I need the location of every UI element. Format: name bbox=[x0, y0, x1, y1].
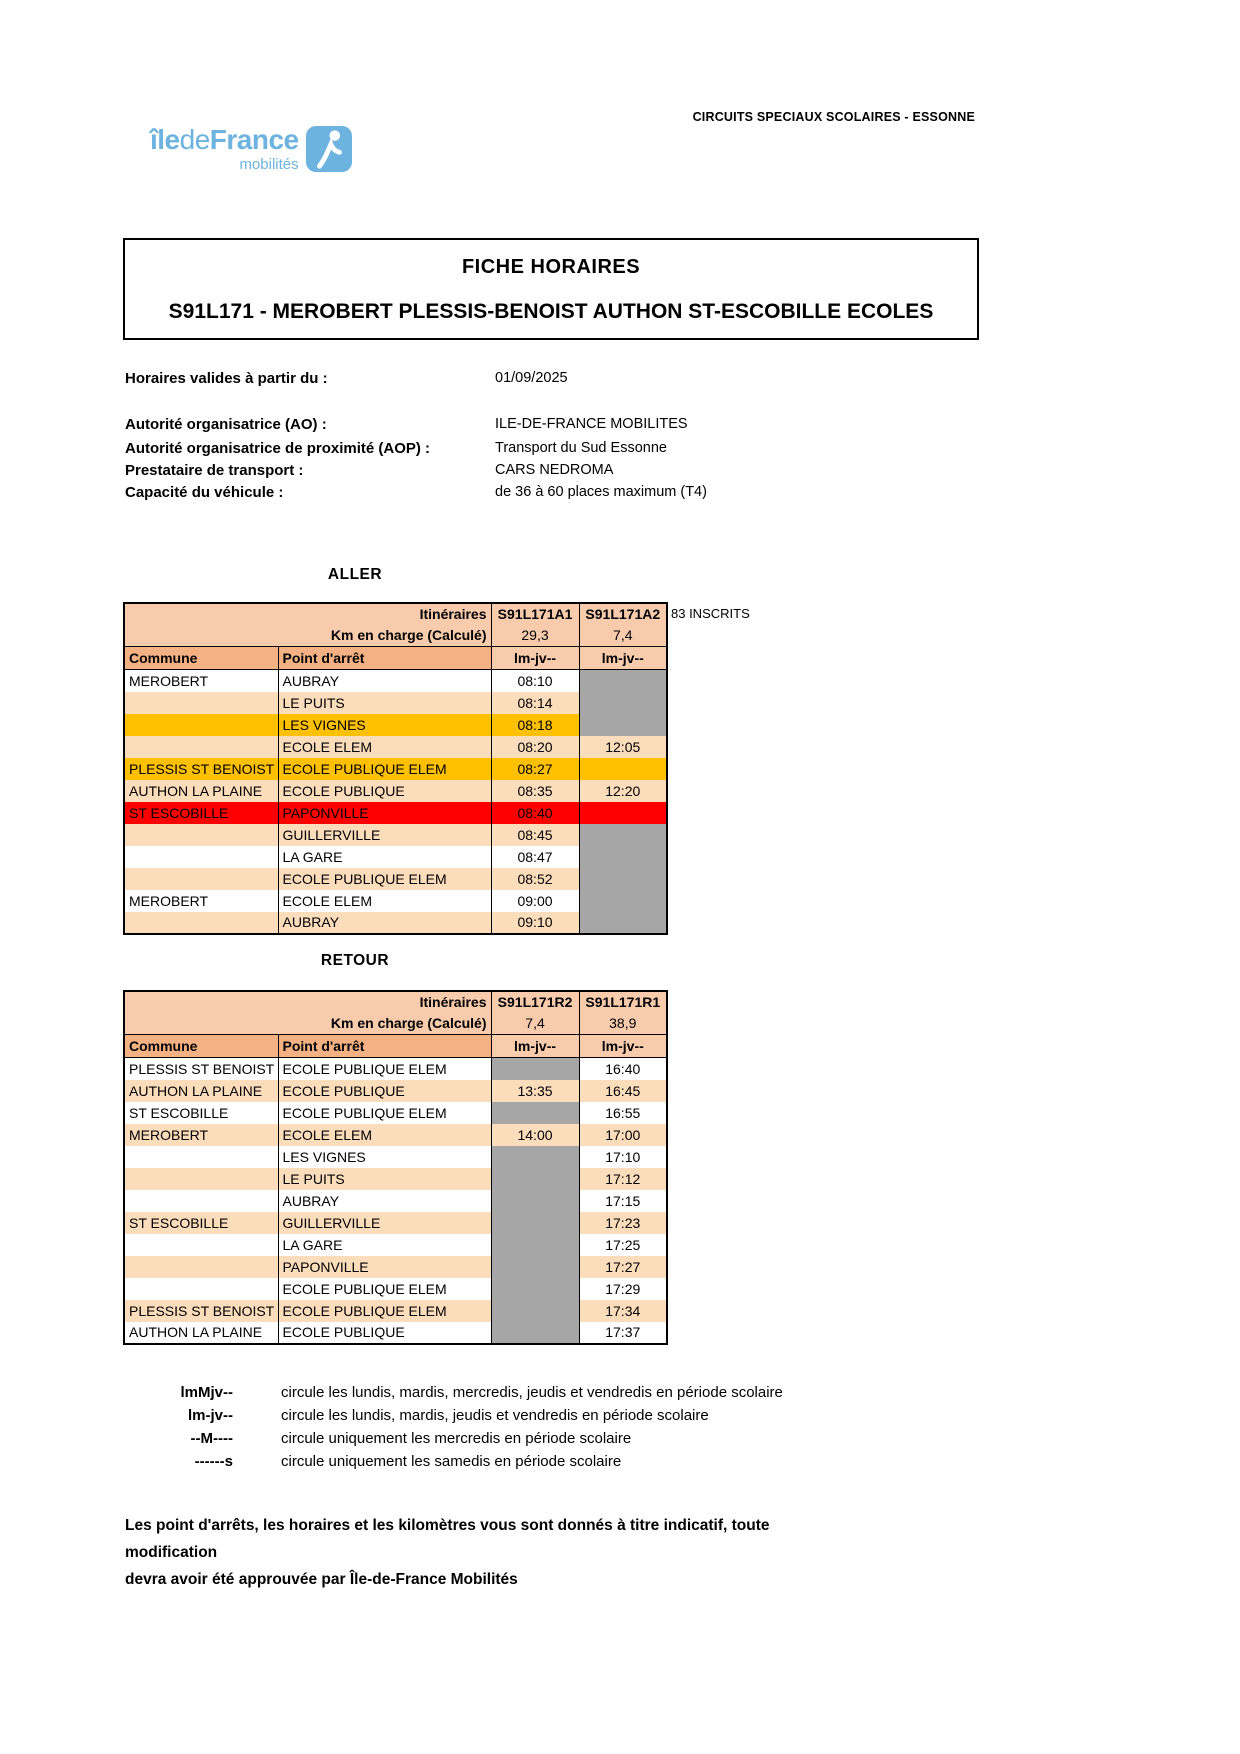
info-label: Autorité organisatrice (AO) : bbox=[125, 416, 327, 433]
time-cell bbox=[579, 824, 667, 846]
table-row bbox=[124, 1080, 667, 1102]
commune-cell bbox=[124, 1278, 278, 1300]
legend-key: --M---- bbox=[190, 1430, 233, 1447]
time-cell: 16:45 bbox=[579, 1080, 667, 1102]
info-value: de 36 à 60 places maximum (T4) bbox=[495, 484, 707, 500]
time-cell: 08:35 bbox=[491, 780, 579, 802]
time-cell: 08:47 bbox=[491, 846, 579, 868]
info-row bbox=[125, 370, 568, 390]
table-row bbox=[124, 670, 667, 692]
stop-header: Point d'arrêt bbox=[278, 1035, 491, 1058]
legend-desc: circule uniquement les samedis en période scolaire bbox=[281, 1453, 622, 1470]
time-cell: 12:20 bbox=[579, 780, 667, 802]
title-box bbox=[123, 238, 979, 340]
retour-table-body bbox=[124, 1058, 667, 1344]
commune-header: Commune bbox=[124, 1035, 278, 1058]
commune-cell bbox=[124, 1190, 278, 1212]
table-row bbox=[124, 1300, 667, 1322]
commune-cell: ST ESCOBILLE bbox=[124, 1212, 278, 1234]
commune-cell: PLESSIS ST BENOIST bbox=[124, 758, 278, 780]
legend-desc: circule uniquement les mercredis en période scolaire bbox=[281, 1430, 632, 1447]
route-id: S91L171R1 bbox=[585, 994, 661, 1010]
table-row bbox=[124, 1190, 667, 1212]
idfm-logo bbox=[150, 126, 352, 172]
route-id: S91L171A1 bbox=[497, 606, 573, 622]
table-row bbox=[124, 1058, 667, 1080]
stop-cell: ECOLE PUBLIQUE ELEM bbox=[278, 1300, 491, 1322]
route-km: 29,3 bbox=[521, 627, 549, 643]
itineraires-label: Itinéraires bbox=[419, 994, 487, 1010]
commune-cell bbox=[124, 1256, 278, 1278]
table-row bbox=[124, 780, 667, 802]
time-cell bbox=[491, 1190, 579, 1212]
table-row bbox=[124, 1322, 667, 1344]
info-row bbox=[125, 484, 707, 504]
time-cell bbox=[491, 1146, 579, 1168]
commune-cell bbox=[124, 1168, 278, 1190]
stop-cell: AUBRAY bbox=[278, 1190, 491, 1212]
time-cell: 08:27 bbox=[491, 758, 579, 780]
time-cell bbox=[579, 868, 667, 890]
route-header bbox=[579, 603, 667, 647]
time-cell: 17:27 bbox=[579, 1256, 667, 1278]
time-cell bbox=[491, 1168, 579, 1190]
commune-cell bbox=[124, 868, 278, 890]
time-cell: 17:34 bbox=[579, 1300, 667, 1322]
time-cell: 17:12 bbox=[579, 1168, 667, 1190]
table-row bbox=[124, 692, 667, 714]
commune-cell: ST ESCOBILLE bbox=[124, 1102, 278, 1124]
time-cell bbox=[579, 802, 667, 824]
commune-cell: AUTHON LA PLAINE bbox=[124, 1080, 278, 1102]
time-cell bbox=[579, 670, 667, 692]
info-value: Transport du Sud Essonne bbox=[495, 440, 667, 456]
route-title: S91L171 - MEROBERT PLESSIS-BENOIST AUTHON ST-ESCOBILLE ECOLES bbox=[168, 300, 934, 323]
stop-cell: ECOLE ELEM bbox=[278, 890, 491, 912]
table-row bbox=[124, 1278, 667, 1300]
time-cell bbox=[491, 1278, 579, 1300]
table-row bbox=[124, 1234, 667, 1256]
time-cell bbox=[491, 1256, 579, 1278]
time-cell: 17:23 bbox=[579, 1212, 667, 1234]
route-km: 7,4 bbox=[525, 1015, 545, 1031]
legend-desc: circule les lundis, mardis, mercredis, jeudis et vendredis en période scolaire bbox=[281, 1384, 783, 1401]
stop-cell: ECOLE PUBLIQUE bbox=[278, 780, 491, 802]
document-title: FICHE HORAIRES bbox=[461, 256, 641, 278]
stop-cell: ECOLE PUBLIQUE ELEM bbox=[278, 1102, 491, 1124]
table-header-merged bbox=[124, 991, 491, 1035]
route-km: 7,4 bbox=[613, 627, 633, 643]
stop-cell: ECOLE PUBLIQUE ELEM bbox=[278, 1278, 491, 1300]
days-code: lm-jv-- bbox=[579, 647, 667, 670]
stop-cell: AUBRAY bbox=[278, 670, 491, 692]
stop-cell: LE PUITS bbox=[278, 692, 491, 714]
route-km: 38,9 bbox=[609, 1015, 637, 1031]
time-cell bbox=[579, 912, 667, 934]
time-cell: 12:05 bbox=[579, 736, 667, 758]
commune-cell: PLESSIS ST BENOIST bbox=[124, 1300, 278, 1322]
table-row bbox=[124, 714, 667, 736]
stop-cell: ECOLE ELEM bbox=[278, 1124, 491, 1146]
legend-row bbox=[178, 1453, 783, 1476]
stop-cell: LA GARE bbox=[278, 1234, 491, 1256]
time-cell bbox=[579, 758, 667, 780]
corner-label: CIRCUITS SPECIAUX SCOLAIRES - ESSONNE bbox=[692, 110, 975, 124]
table-row bbox=[124, 736, 667, 758]
info-row bbox=[125, 462, 614, 482]
commune-cell bbox=[124, 846, 278, 868]
commune-cell: MEROBERT bbox=[124, 1124, 278, 1146]
retour-table bbox=[123, 990, 668, 1345]
km-label: Km en charge (Calculé) bbox=[330, 1015, 487, 1031]
aller-section-label: ALLER bbox=[327, 566, 383, 583]
commune-cell: AUTHON LA PLAINE bbox=[124, 780, 278, 802]
stop-cell: GUILLERVILLE bbox=[278, 1212, 491, 1234]
time-cell: 17:15 bbox=[579, 1190, 667, 1212]
time-cell: 17:37 bbox=[579, 1322, 667, 1344]
legend-key: lm-jv-- bbox=[188, 1407, 233, 1424]
table-row bbox=[124, 1168, 667, 1190]
aller-table-wrap bbox=[123, 602, 750, 935]
stop-cell: ECOLE PUBLIQUE ELEM bbox=[278, 758, 491, 780]
info-row bbox=[125, 440, 667, 460]
time-cell bbox=[491, 1322, 579, 1344]
logo-wordmark: îledeFrance bbox=[150, 124, 299, 155]
footer-note bbox=[125, 1512, 805, 1593]
table-row bbox=[124, 1146, 667, 1168]
table-row bbox=[124, 868, 667, 890]
inscrits-note: 83 INSCRITS bbox=[671, 606, 750, 621]
time-cell bbox=[579, 692, 667, 714]
stop-cell: LES VIGNES bbox=[278, 1146, 491, 1168]
time-cell: 08:45 bbox=[491, 824, 579, 846]
commune-cell bbox=[124, 692, 278, 714]
commune-cell: MEROBERT bbox=[124, 890, 278, 912]
info-value: 01/09/2025 bbox=[495, 370, 568, 386]
retour-section-label: RETOUR bbox=[320, 952, 390, 969]
commune-cell bbox=[124, 912, 278, 934]
km-label: Km en charge (Calculé) bbox=[330, 627, 487, 643]
stop-cell: ECOLE PUBLIQUE ELEM bbox=[278, 868, 491, 890]
commune-cell: MEROBERT bbox=[124, 670, 278, 692]
time-cell: 08:10 bbox=[491, 670, 579, 692]
time-cell bbox=[491, 1300, 579, 1322]
time-cell: 09:10 bbox=[491, 912, 579, 934]
time-cell: 13:35 bbox=[491, 1080, 579, 1102]
commune-cell bbox=[124, 736, 278, 758]
stop-cell: LA GARE bbox=[278, 846, 491, 868]
commune-cell bbox=[124, 1234, 278, 1256]
time-cell: 08:40 bbox=[491, 802, 579, 824]
legend-key: lmMjv-- bbox=[180, 1384, 233, 1401]
time-cell: 16:55 bbox=[579, 1102, 667, 1124]
table-row bbox=[124, 1124, 667, 1146]
footer-line: devra avoir été approuvée par Île-de-France Mobilités bbox=[125, 1571, 518, 1588]
route-id: S91L171R2 bbox=[497, 994, 573, 1010]
time-cell: 17:10 bbox=[579, 1146, 667, 1168]
time-cell: 08:18 bbox=[491, 714, 579, 736]
time-cell: 17:00 bbox=[579, 1124, 667, 1146]
route-header bbox=[491, 603, 579, 647]
time-cell bbox=[579, 846, 667, 868]
time-cell bbox=[579, 714, 667, 736]
time-cell bbox=[491, 1212, 579, 1234]
table-row bbox=[124, 1256, 667, 1278]
table-row bbox=[124, 802, 667, 824]
stop-cell: ECOLE PUBLIQUE bbox=[278, 1080, 491, 1102]
days-code: lm-jv-- bbox=[491, 647, 579, 670]
info-label: Horaires valides à partir du : bbox=[125, 370, 328, 387]
legend-key: ------s bbox=[194, 1453, 233, 1470]
time-cell: 14:00 bbox=[491, 1124, 579, 1146]
commune-cell bbox=[124, 824, 278, 846]
time-cell: 17:29 bbox=[579, 1278, 667, 1300]
time-cell: 09:00 bbox=[491, 890, 579, 912]
table-header-merged bbox=[124, 603, 491, 647]
legend bbox=[178, 1384, 783, 1476]
table-row bbox=[124, 1212, 667, 1234]
days-code: lm-jv-- bbox=[579, 1035, 667, 1058]
commune-cell bbox=[124, 714, 278, 736]
retour-table-wrap bbox=[123, 990, 668, 1345]
info-label: Autorité organisatrice de proximité (AOP) : bbox=[125, 440, 431, 457]
stop-cell: AUBRAY bbox=[278, 912, 491, 934]
info-label: Prestataire de transport : bbox=[125, 462, 304, 479]
table-row bbox=[124, 890, 667, 912]
time-cell: 08:52 bbox=[491, 868, 579, 890]
stop-cell: ECOLE PUBLIQUE bbox=[278, 1322, 491, 1344]
footer-line: Les point d'arrêts, les horaires et les kilomètres vous sont donnés à titre indicatif, toute modification bbox=[125, 1517, 770, 1561]
table-row bbox=[124, 824, 667, 846]
commune-cell: ST ESCOBILLE bbox=[124, 802, 278, 824]
stop-cell: PAPONVILLE bbox=[278, 1256, 491, 1278]
route-header bbox=[491, 991, 579, 1035]
commune-cell bbox=[124, 1146, 278, 1168]
commune-cell: AUTHON LA PLAINE bbox=[124, 1322, 278, 1344]
route-header bbox=[579, 991, 667, 1035]
stop-header: Point d'arrêt bbox=[278, 647, 491, 670]
aller-table-body bbox=[124, 670, 667, 934]
table-row bbox=[124, 846, 667, 868]
time-cell bbox=[491, 1234, 579, 1256]
aller-table bbox=[123, 602, 668, 935]
legend-desc: circule les lundis, mardis, jeudis et vendredis en période scolaire bbox=[281, 1407, 709, 1424]
person-icon bbox=[306, 126, 352, 172]
stop-cell: GUILLERVILLE bbox=[278, 824, 491, 846]
time-cell: 08:20 bbox=[491, 736, 579, 758]
stop-cell: ECOLE PUBLIQUE ELEM bbox=[278, 1058, 491, 1080]
time-cell bbox=[491, 1102, 579, 1124]
time-cell bbox=[579, 890, 667, 912]
time-cell: 16:40 bbox=[579, 1058, 667, 1080]
stop-cell: LE PUITS bbox=[278, 1168, 491, 1190]
logo-subtext: mobilités bbox=[239, 156, 299, 173]
legend-row bbox=[178, 1384, 783, 1407]
commune-cell: PLESSIS ST BENOIST bbox=[124, 1058, 278, 1080]
time-cell bbox=[491, 1058, 579, 1080]
info-value: CARS NEDROMA bbox=[495, 462, 614, 478]
legend-row bbox=[178, 1407, 783, 1430]
table-row bbox=[124, 1102, 667, 1124]
route-id: S91L171A2 bbox=[585, 606, 661, 622]
time-cell: 17:25 bbox=[579, 1234, 667, 1256]
info-value: ILE-DE-FRANCE MOBILITES bbox=[495, 416, 688, 432]
stop-cell: ECOLE ELEM bbox=[278, 736, 491, 758]
table-row bbox=[124, 758, 667, 780]
commune-header: Commune bbox=[124, 647, 278, 670]
days-code: lm-jv-- bbox=[491, 1035, 579, 1058]
info-label: Capacité du véhicule : bbox=[125, 484, 284, 501]
time-cell: 08:14 bbox=[491, 692, 579, 714]
itineraires-label: Itinéraires bbox=[419, 606, 487, 622]
stop-cell: PAPONVILLE bbox=[278, 802, 491, 824]
stop-cell: LES VIGNES bbox=[278, 714, 491, 736]
idfm-logo-text bbox=[150, 126, 299, 172]
info-row bbox=[125, 416, 688, 436]
table-row bbox=[124, 912, 667, 934]
legend-row bbox=[178, 1430, 783, 1453]
